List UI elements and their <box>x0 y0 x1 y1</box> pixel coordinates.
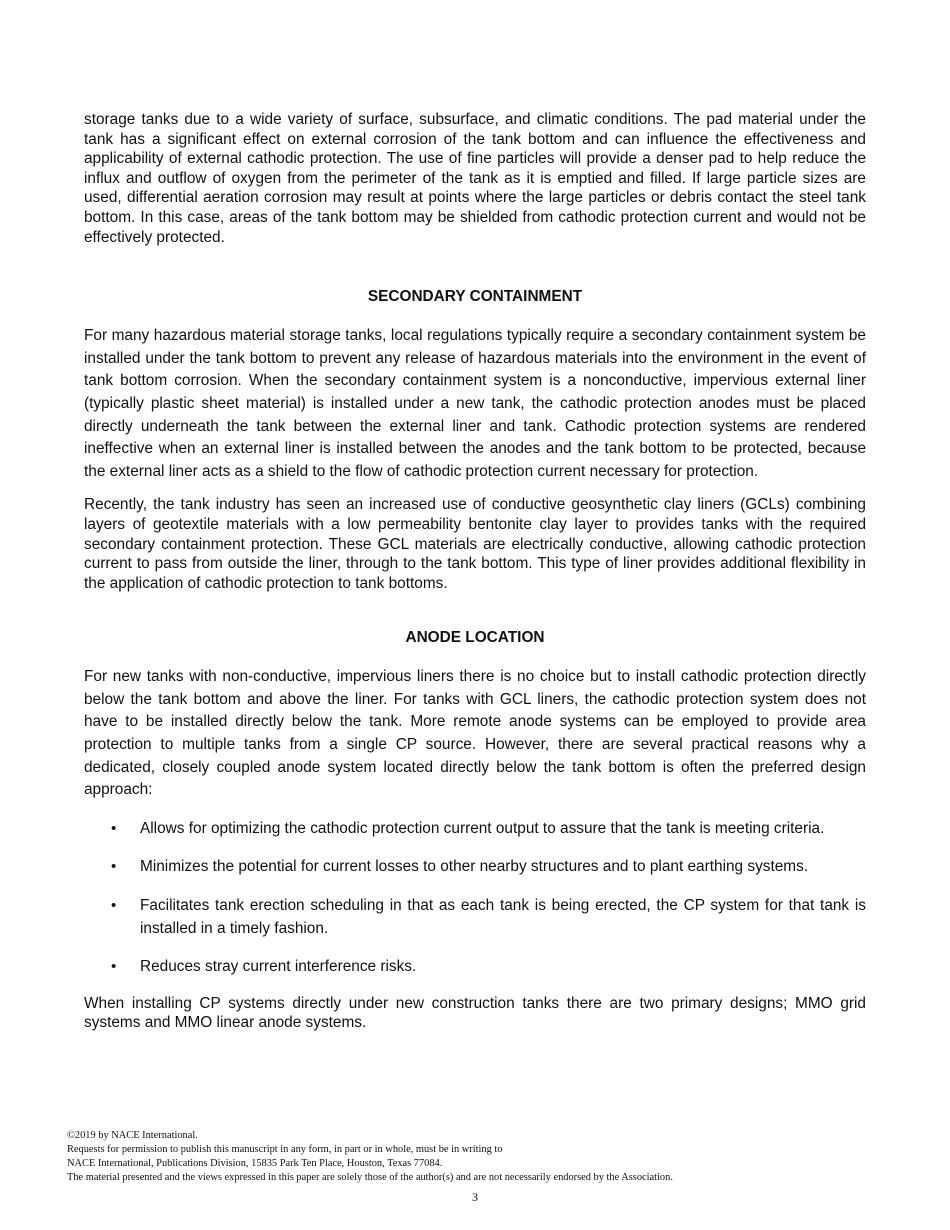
anode-reasons-list <box>84 818 866 979</box>
anode-location-paragraph-2: When installing CP systems directly under new construction tanks there are two primary designs; MMO grid systems and MMO linear anode systems. <box>84 994 866 1032</box>
list-item-text: Allows for optimizing the cathodic protection current output to assure that the tank is meeting criteria. <box>140 819 825 837</box>
secondary-containment-paragraph-2: Recently, the tank industry has seen an increased use of conductive geosynthetic clay liners (GCLs) combining layers of geotextile materials with a low permeability bentonite clay layer to provides tanks with the required secondary containment protection. These GCL materials are electrically conductive, allowing cathodic protection current to pass from outside the liner, through to the tank bottom. This type of liner provides additional flexibility in the application of cathodic protection to tank bottoms. <box>84 496 866 592</box>
spacer <box>84 247 866 287</box>
list-item <box>84 818 866 841</box>
spacer <box>84 802 866 818</box>
page-number: 3 <box>472 1190 478 1204</box>
footer-permission: Requests for permission to publish this manuscript in any form, in part or in whole, must be in writing to <box>67 1144 503 1155</box>
list-item-text: Minimizes the potential for current losses to other nearby structures and to plant earthing systems. <box>140 858 809 876</box>
intro-paragraph: storage tanks due to a wide variety of surface, subsurface, and climatic conditions. The pad material under the tank has a significant effect on external corrosion of the tank bottom and can influence the effectiveness and applicability of external cathodic protection. The use of fine particles will provide a denser pad to help reduce the influx and outflow of oxygen from the perimeter of the tank as it is emptied and filled. If large particle sizes are used, differential aeration corrosion may result at points where the large particles or debris contact the steel tank bottom. In this case, areas of the tank bottom may be shielded from cathodic protection current and would not be effectively protected. <box>84 111 866 246</box>
list-item-text: Reduces stray current interference risks. <box>140 958 417 976</box>
footer-disclaimer: The material presented and the views expressed in this paper are solely those of the author(s) and are not necessarily endorsed by the Association. <box>67 1172 673 1183</box>
spacer <box>84 979 866 994</box>
bullet-icon: • <box>111 897 117 915</box>
list-item-text: Facilitates tank erection scheduling in that as each tank is being erected, the CP system for that tank is installed in a timely fashion. <box>140 897 866 937</box>
bullet-icon: • <box>111 858 117 876</box>
spacer <box>84 483 866 495</box>
secondary-containment-paragraph-1: For many hazardous material storage tanks, local regulations typically require a secondary containment system be installed under the tank bottom to prevent any release of hazardous materials into the environment in the event of tank bottom corrosion. When the secondary containment system is a nonconductive, impervious external liner (typically plastic sheet material) is installed under a new tank, the cathodic protection anodes must be placed directly underneath the tank between the external liner and tank. Cathodic protection systems are rendered ineffective when an external liner is installed between the anodes and the tank bottom to be protected, because the external liner acts as a shield to the flow of cathodic protection current necessary for protection. <box>84 327 866 480</box>
footer-copyright: ©2019 by NACE International. <box>67 1130 198 1141</box>
spacer <box>84 593 866 628</box>
bullet-icon: • <box>111 958 117 976</box>
list-item <box>84 856 866 879</box>
anode-location-paragraph-1: For new tanks with non-conductive, impervious liners there is no choice but to install cathodic protection directly below the tank bottom and above the liner. For tanks with GCL liners, the cathodic protection system does not have to be installed directly below the tank. More remote anode systems can be employed to provide area protection to multiple tanks from a single CP source. However, there are several practical reasons why a dedicated, closely coupled anode system located directly below the tank bottom is often the preferred design approach: <box>84 668 866 799</box>
bullet-icon: • <box>111 819 117 837</box>
list-item <box>84 956 866 979</box>
document-body <box>84 110 866 1033</box>
spacer <box>84 648 866 666</box>
footer-address: NACE International, Publications Division, 15835 Park Ten Place, Houston, Texas 77084. <box>67 1158 443 1169</box>
spacer <box>84 307 866 325</box>
anode-location-heading: ANODE LOCATION <box>405 629 545 647</box>
page-footer <box>67 1129 887 1185</box>
list-item <box>84 895 866 940</box>
secondary-containment-heading: SECONDARY CONTAINMENT <box>367 288 583 306</box>
